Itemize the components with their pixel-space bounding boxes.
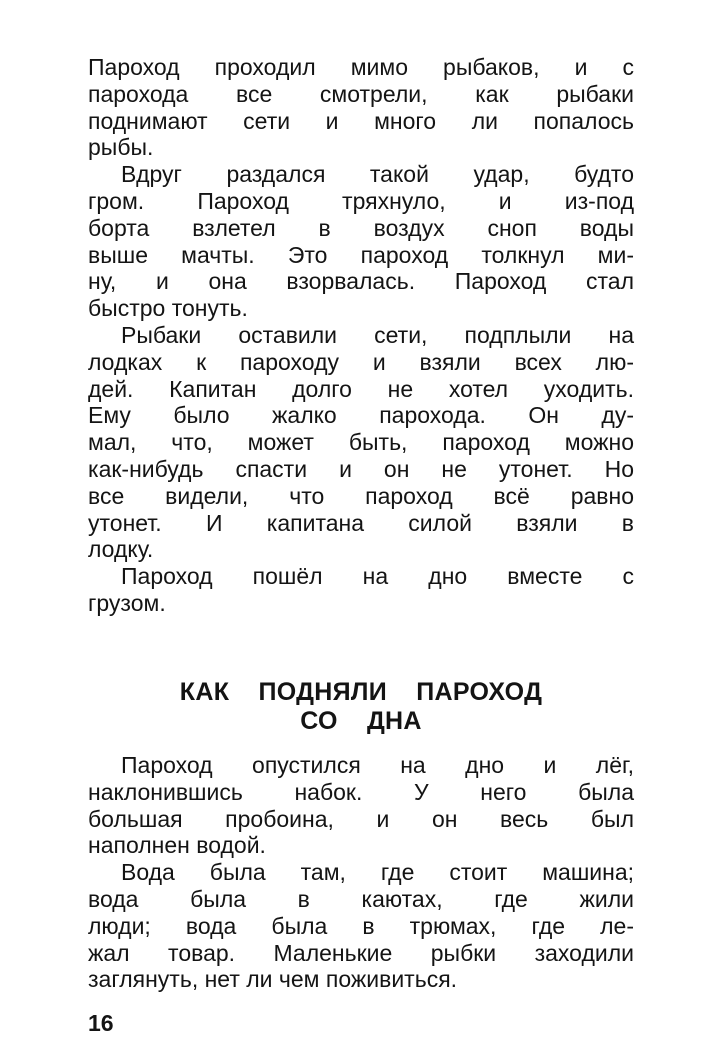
text-line: выше мачты. Это пароход толкнул ми-	[88, 241, 634, 268]
text-line: наклонившись набок. У него была	[88, 778, 634, 805]
text-line: ну, и она взорвалась. Пароход стал	[88, 268, 634, 295]
text-line: лодках к пароходу и взяли всех лю-	[88, 348, 634, 375]
story-text-part-2	[88, 752, 634, 993]
text-line: люди; вода была в трюмах, где ле-	[88, 912, 634, 939]
text-line: Рыбаки оставили сети, подплыли на	[121, 321, 634, 348]
text-line: большая пробоина, и он весь был	[88, 805, 634, 832]
paragraph	[88, 161, 634, 322]
text-line: утонет. И капитана силой взяли в	[88, 509, 634, 536]
text-line: поднимают сети и много ли попалось	[88, 107, 634, 134]
heading-line: КАК ПОДНЯЛИ ПАРОХОД	[179, 678, 543, 706]
text-line: все видели, что пароход всё равно	[88, 482, 634, 509]
text-line: как-нибудь спасти и он не утонет. Но	[88, 455, 634, 482]
text-line: парохода все смотрели, как рыбаки	[88, 80, 634, 107]
text-line: быстро тонуть.	[88, 295, 248, 322]
story-text-part-1	[88, 54, 634, 617]
text-line: Пароход опустился на дно и лёг,	[121, 752, 634, 778]
text-line: лодку.	[88, 536, 154, 563]
paragraph	[88, 563, 634, 617]
paragraph	[88, 322, 634, 563]
text-line: борта взлетел в воздух сноп воды	[88, 214, 634, 241]
paragraph	[88, 752, 634, 859]
text-line: Вода была там, где стоит машина;	[121, 859, 634, 886]
text-line: жал товар. Маленькие рыбки заходили	[88, 939, 634, 966]
text-line: гром. Пароход тряхнуло, и из-под	[88, 187, 634, 214]
page-number: 16	[88, 1010, 114, 1036]
text-line: Вдруг раздался такой удар, будто	[121, 161, 634, 188]
paragraph	[88, 859, 634, 993]
text-line: Пароход пошёл на дно вместе с	[121, 563, 634, 590]
text-line: дей. Капитан долго не хотел уходить.	[88, 375, 634, 402]
text-line: рыбы.	[88, 134, 154, 161]
paragraph	[88, 54, 634, 161]
text-line: мал, что, может быть, пароход можно	[88, 429, 634, 456]
text-line: вода была в каютах, где жили	[88, 885, 634, 912]
text-line: заглянуть, нет ли чем поживиться.	[88, 966, 458, 993]
text-line: наполнен водой.	[88, 832, 266, 859]
text-line: грузом.	[88, 589, 166, 616]
text-line: Пароход проходил мимо рыбаков, и с	[88, 54, 634, 80]
heading-line: СО ДНА	[300, 707, 422, 735]
chapter-heading	[88, 678, 634, 736]
text-line: Ему было жалко парохода. Он ду-	[88, 402, 634, 429]
